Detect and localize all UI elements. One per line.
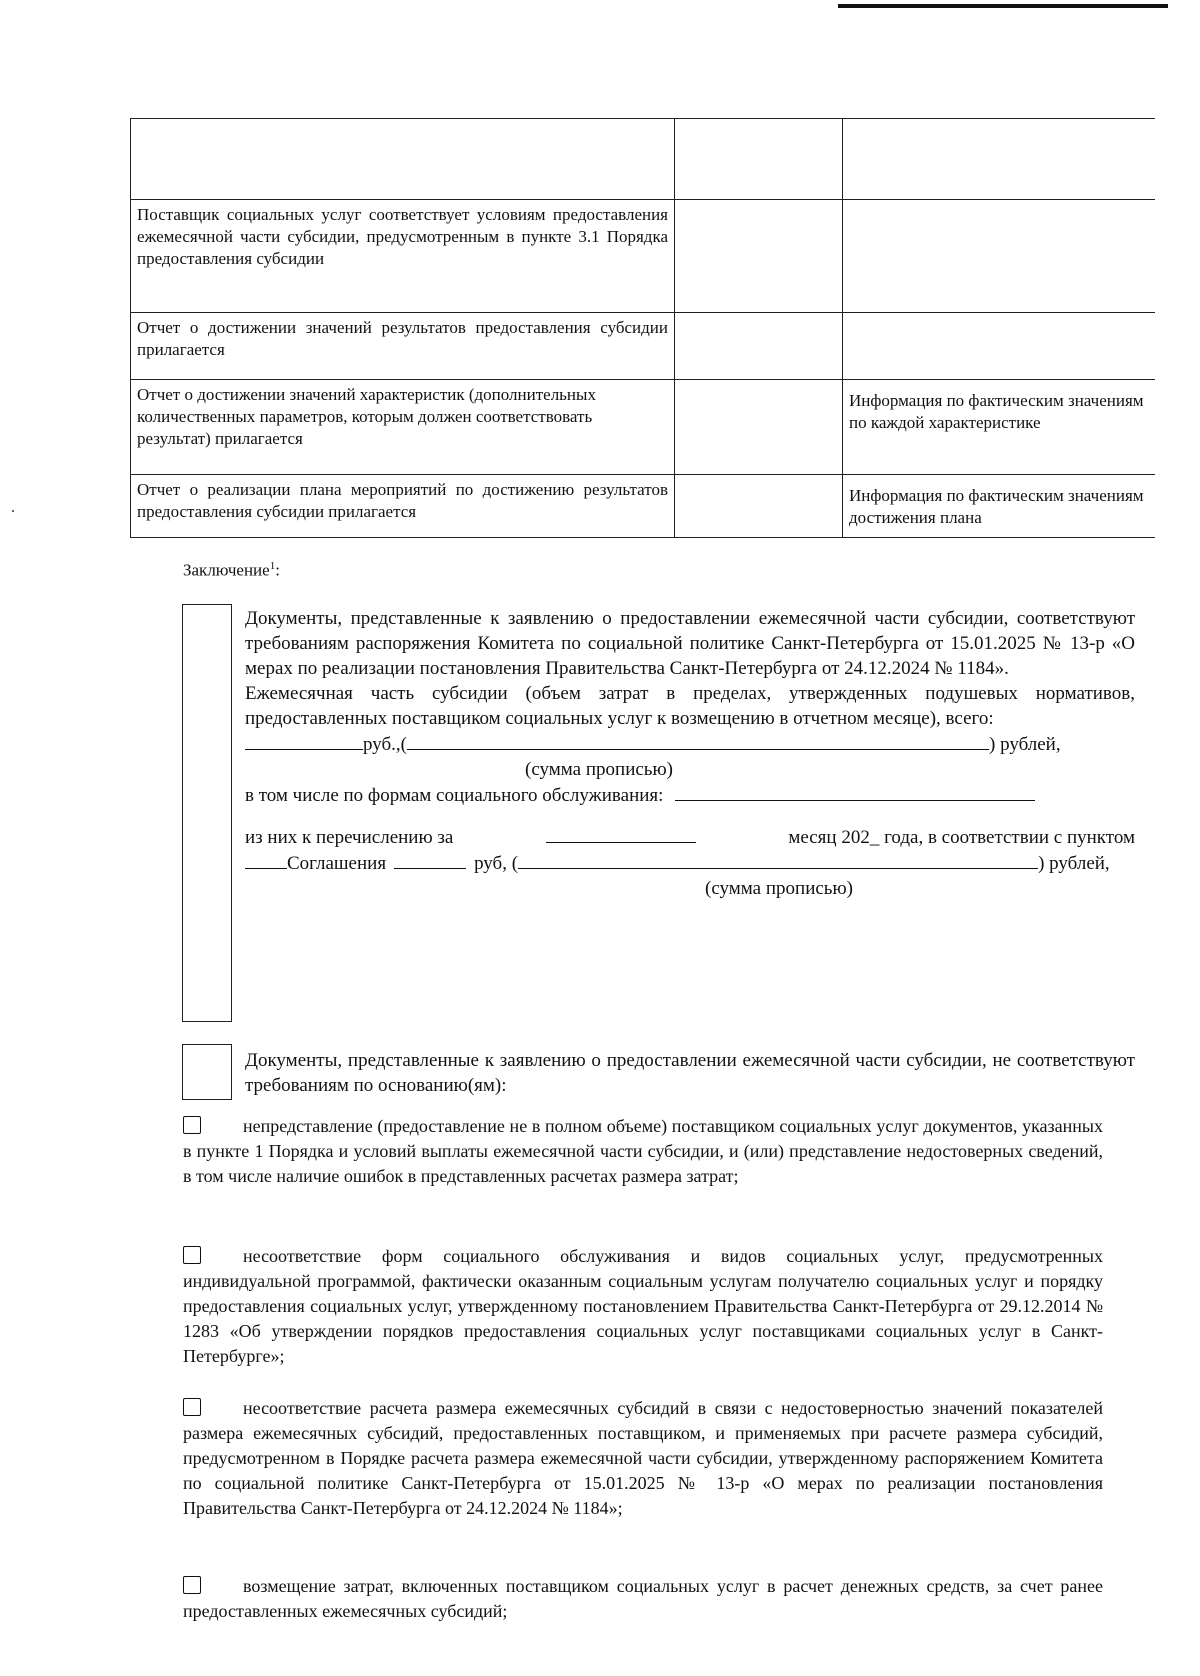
transfer-month-text: месяц 202_ года, в соответствии с пунктом — [788, 827, 1135, 848]
spacer — [245, 808, 1135, 824]
header-rule — [838, 4, 1168, 8]
table-row — [131, 313, 1155, 380]
rubles-label-2: ) рублей, — [1038, 853, 1110, 874]
footnote-mark: 1 — [269, 560, 276, 572]
table-cell: Отчет о достижении значений результатов предоставления субсидии прилагается — [131, 313, 675, 380]
conclusion-colon: : — [275, 560, 280, 580]
forms-row — [245, 782, 1135, 808]
transfer-row — [245, 824, 1135, 850]
table-cell — [675, 313, 843, 380]
reason-checkbox[interactable] — [183, 1576, 201, 1594]
reason-text: непредставление (предоставление не в полном объеме) поставщиком социальных услуг документов, указанных в пункте 1 Порядка и условий выплаты ежемесячной части субсидии, и (или) представление недостоверных сведений, в том числе наличие ошибок в представленных расчетах размера затрат; — [183, 1116, 1103, 1186]
reason-item — [183, 1396, 1103, 1521]
table-cell — [675, 119, 843, 200]
sum-words-caption-2: (сумма прописью) — [705, 878, 853, 899]
agreement-words-field[interactable] — [518, 850, 1038, 869]
checkbox-match[interactable] — [182, 604, 232, 1022]
forms-label: в том числе по формам социального обслуживания: — [245, 785, 664, 806]
option-match-text — [245, 606, 1135, 901]
table-row — [131, 119, 1155, 200]
rub-label: руб.,( — [363, 734, 407, 755]
amount-words-field[interactable] — [407, 731, 989, 750]
table-cell: Отчет о реализации плана мероприятий по достижению результатов предоставления субсидии прилагается — [131, 475, 675, 538]
table-cell: Отчет о достижении значений характеристик (дополнительных количественных параметров, которым должен соответствовать результат) прилагается — [131, 380, 675, 475]
rub-label-2: руб, ( — [474, 853, 519, 874]
agreement-row — [245, 850, 1135, 876]
reason-checkbox[interactable] — [183, 1398, 201, 1416]
table-cell — [131, 119, 675, 200]
rubles-label: ) рублей, — [989, 734, 1061, 755]
table-cell: Информация по фактическим значениям достижения плана — [843, 475, 1155, 538]
reason-text: несоответствие форм социального обслуживания и видов социальных услуг, предусмотренных индивидуальной программой, фактически оказанным социальным услугам получателю социальных услуг и порядку предоставления социальных услуг, утвержденному постановлением Правительства Санкт-Петербурга от 29.12.2014 № 1283 «Об утверждении порядков предоставления социальных услуг поставщиками социальных услуг в Санкт-Петербурге»; — [183, 1246, 1103, 1366]
table-cell — [843, 200, 1155, 313]
criteria-table — [130, 118, 1155, 538]
table-row — [131, 380, 1155, 475]
option-mismatch-text: Документы, представленные к заявлению о предоставлении ежемесячной части субсидии, не соответствуют требованиям по основанию(ям): — [245, 1050, 1135, 1096]
forms-field[interactable] — [675, 782, 1035, 801]
caption-row-2 — [245, 876, 1135, 901]
sum-words-caption: (сумма прописью) — [525, 759, 673, 780]
reason-checkbox[interactable] — [183, 1116, 201, 1134]
agreement-sum-field[interactable] — [394, 850, 466, 869]
table-cell: Информация по фактическим значениям по каждой характеристике — [843, 380, 1155, 475]
table-cell — [675, 380, 843, 475]
checkbox-mismatch[interactable] — [182, 1044, 232, 1100]
reason-item — [183, 1244, 1103, 1369]
transfer-prefix: из них к перечислению за — [245, 827, 454, 848]
monthly-part-text: Ежемесячная часть субсидии (объем затрат в пределах, утвержденных подушевых нормативов, предоставленных поставщиком социальных услуг к возмещению в отчетном месяце), всего: — [245, 683, 1135, 729]
amount-field[interactable] — [245, 731, 363, 750]
scan-speck — [12, 510, 14, 512]
table-cell: Поставщик социальных услуг соответствует условиям предоставления ежемесячной части субсидии, предусмотренным в пункте 3.1 Порядка предоставления субсидии — [131, 200, 675, 313]
table-cell — [675, 475, 843, 538]
table-row — [131, 475, 1155, 538]
agreement-label: Соглашения — [287, 853, 387, 874]
match-statement: Документы, представленные к заявлению о предоставлении ежемесячной части субсидии, соответствуют требованиям распоряжения Комитета по социальной политике Санкт-Петербурга от 15.01.2025 № 13-р «О мерах по реализации постановления Правительства Санкт-Петербурга от 24.12.2024 № 1184». — [245, 608, 1135, 679]
clause-field[interactable] — [245, 850, 287, 869]
reason-checkbox[interactable] — [183, 1246, 201, 1264]
conclusion-title: Заключение — [183, 560, 270, 580]
reason-item — [183, 1574, 1103, 1624]
reason-text: несоответствие расчета размера ежемесячных субсидий в связи с недостоверностью значений показателей размера ежемесячных субсидий, предоставленных поставщиком, и применяемых при расчете размера субсидий, предусмотренном в Порядке расчета размера ежемесячной части субсидии, утвержденному распоряжением Комитета по социальной политике Санкт-Петербурга от 15.01.2025 № 13-р «О мерах по реализации постановления Правительства Санкт-Петербурга от 24.12.2024 № 1184»; — [183, 1398, 1103, 1518]
table-cell — [675, 200, 843, 313]
conclusion-heading — [183, 560, 280, 581]
table-cell — [843, 313, 1155, 380]
caption-row — [245, 757, 1135, 782]
reason-text: возмещение затрат, включенных поставщиком социальных услуг в расчет денежных средств, за счет ранее предоставленных ежемесячных субсидий; — [183, 1576, 1103, 1621]
reason-item — [183, 1114, 1103, 1189]
amount-row — [245, 731, 1135, 757]
table-cell — [843, 119, 1155, 200]
month-field[interactable] — [546, 824, 696, 843]
table-row — [131, 200, 1155, 313]
